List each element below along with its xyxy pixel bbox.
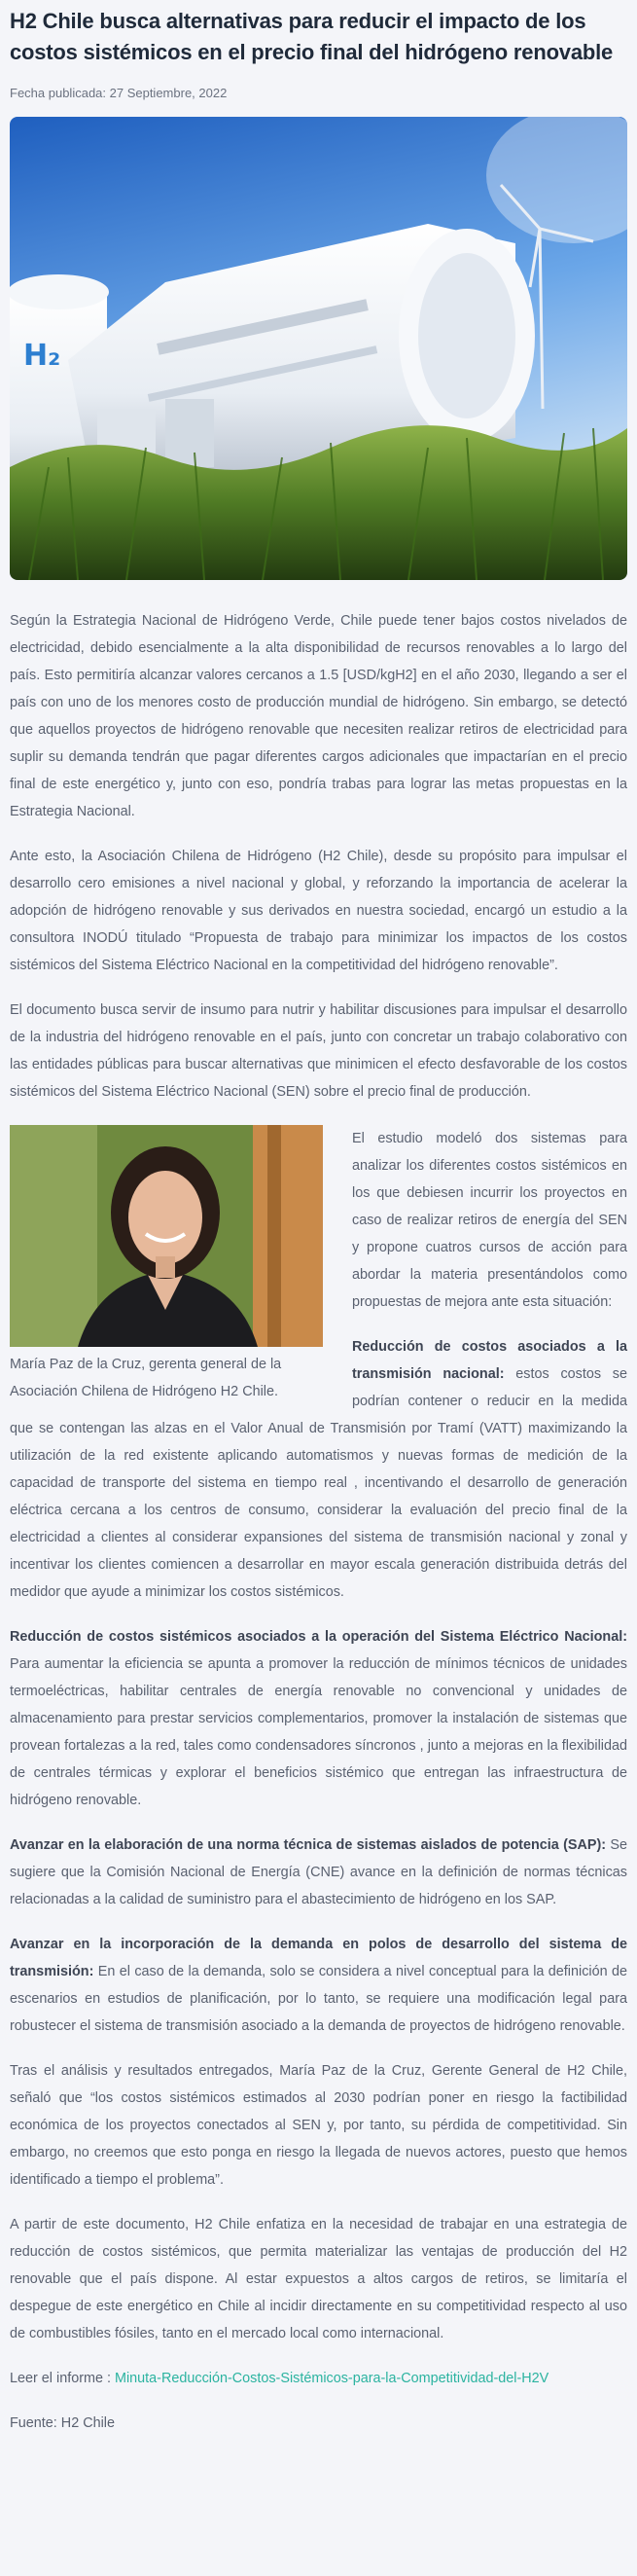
section-sap-text: Se sugiere que la Comisión Nacional de Energía (CNE) avance en la definición de normas técnicas relacionadas a la calidad de suministro para el abastecimiento de hidrógeno en los SAP. xyxy=(10,1837,627,1907)
read-report-label: Leer el informe : xyxy=(10,2371,115,2386)
article-title: H2 Chile busca alternativas para reducir el impacto de los costos sistémicos en el precio final del hidrógeno renovable xyxy=(10,9,614,64)
section-operation-text: Para aumentar la eficiencia se apunta a promover la reducción de mínimos técnicos de unidades termoeléctricas, habilitar centrales de energía renovable no convencional y unidades de almacenamiento para prestar servicios complementarios, promover la instalación de sistemas que provean fortalezas a la red, tales como condensadores síncronos , junto a mejoras en la flexibilidad de centrales térmicas y explorar el beneficios sistémico que entregan las infraestructura de hidrógeno renovable. xyxy=(10,1656,627,1808)
section-transmission-title: Reducción de costos asociados a la transmisión nacional: xyxy=(352,1339,627,1382)
section-demand-title: Avanzar en la incorporación de la demanda en polos de desarrollo del sistema de transmisión: xyxy=(10,1937,627,1979)
section-sap xyxy=(10,1832,627,1913)
section-demand-text: En el caso de la demanda, solo se considera a nivel conceptual para la definición de escenarios en estudios de planificación, por lo tanto, se requiere una modificación legal para robustecer el sistema de transmisión asociado a la demanda de proyectos de hidrógeno renovable. xyxy=(10,1964,627,2034)
portrait-figure xyxy=(10,1125,331,1405)
source-line: Fuente: H2 Chile xyxy=(10,2415,115,2431)
report-link[interactable]: Minuta-Reducción-Costos-Sistémicos-para-la-Competitividad-del-H2V xyxy=(114,2371,549,2386)
paragraph-document: El documento busca servir de insumo para nutrir y habilitar discusiones para impulsar el desarrollo de la industria del hidrógeno renovable en el país, junto con concretar un trabajo colaborativo con las entidades públicas para buscar alternativas que minimicen el efecto desfavorable de los costos sistémicos del Sistema Eléctrico Nacional (SEN) sobre el precio final de producción. xyxy=(10,1002,627,1100)
section-demand xyxy=(10,1931,627,2040)
paragraph-study: El estudio modeló dos sistemas para analizar los diferentes costos sistémicos en los que debiesen incurrir los proyectos en caso de realizar retiros de energía del SEN y propone cuatros cursos de acción para abordar la materia presentándolos como propuestas de mejora ante esta situación: xyxy=(352,1131,627,1310)
section-transmission-text: estos costos se podrían contener o reducir en la medida que se contengan las alzas en el Valor Anual de Transmisión por Tramí (VATT) maximizando la utilización de la red existente aplicando automatismos y nuevas formas de medición de la capacidad de transporte del sistema en tiempo real , incentivando el desarrollo de generación eléctrica cercana a los centros de consumo, considerar la evaluación del precio final de la electricidad a clientes al considerar expansiones del sistema de transmisión nacional y zonal y incentivar los clientes comiencen a desarrollar en mayor escala generación distribuida detrás del medidor que ayude a minimizar los costos sistémicos. xyxy=(10,1366,628,1600)
portrait-caption: María Paz de la Cruz, gerenta general de la Asociación Chilena de Hidrógeno H2 Chile. xyxy=(10,1357,282,1399)
paragraph-strategy: A partir de este documento, H2 Chile enfatiza en la necesidad de trabajar en una estrategia de reducción de costos sistémicos, que permita materializar las ventajas de producción del H2 renovable que el país dispone. Al estar expuestos a altos cargos de retiros, se limitaría el despegue de este energético en Chile al incidir directamente en su competitividad respecto al uso de combustibles fósiles, tanto en el mercado local como internacional. xyxy=(10,2217,627,2341)
read-report xyxy=(10,2365,627,2392)
portrait-image xyxy=(10,1125,323,1347)
paragraph-h2chile: Ante esto, la Asociación Chilena de Hidrógeno (H2 Chile), desde su propósito para impulsar el desarrollo cero emisiones a nivel nacional y global, y reforzando la importancia de acelerar la adopción de hidrógeno renovable y sus derivados en nuestra sociedad, encargó un estudio a la consultora INODÚ titulado “Propuesta de trabajo para minimizar los impactos de los costos sistémicos del Sistema Eléctrico Nacional en la competitividad del hidrógeno renovable”. xyxy=(10,849,627,973)
paragraph-quote: Tras el análisis y resultados entregados, María Paz de la Cruz, Gerente General de H2 Chile, señaló que “los costos sistémicos estimados al 2030 podrían poner en riesgo la factibilidad económica de los proyectos conectados al SEN y, por tanto, su pérdida de competitividad. Sin embargo, no creemos que esto ponga en riesgo la llegada de nuevos actores, puesto que hemos identificado a tiempo el problema”. xyxy=(10,2063,627,2188)
hero-image xyxy=(10,117,627,580)
study-section xyxy=(10,1125,627,1606)
section-sap-title: Avanzar en la elaboración de una norma técnica de sistemas aislados de potencia (SAP): xyxy=(10,1837,607,1853)
section-operation xyxy=(10,1623,627,1814)
paragraph-intro: Según la Estrategia Nacional de Hidrógeno Verde, Chile puede tener bajos costos nivelados de electricidad, debido esencialmente a la alta disponibilidad de recursos renovables a lo largo del país. Esto permitiría alcanzar valores cercanos a 1.5 [USD/kgH2] en el año 2030, llegando a ser el país con uno de los menores costo de producción mundial de hidrógeno. Sin embargo, se detectó que aquellos proyectos de hidrógeno renovable que necesiten realizar retiros de electricidad para suplir su demanda tendrán que pagar diferentes cargos adicionales que impactarían en el precio final de este energético y, junto con eso, pondría trabas para lograr las metas propuestas en la Estrategia Nacional. xyxy=(10,613,627,819)
h2-logo-text: H₂ xyxy=(23,339,61,373)
section-operation-title: Reducción de costos sistémicos asociados a la operación del Sistema Eléctrico Nacional: xyxy=(10,1629,627,1645)
publish-date: Fecha publicada: 27 Septiembre, 2022 xyxy=(10,86,228,100)
